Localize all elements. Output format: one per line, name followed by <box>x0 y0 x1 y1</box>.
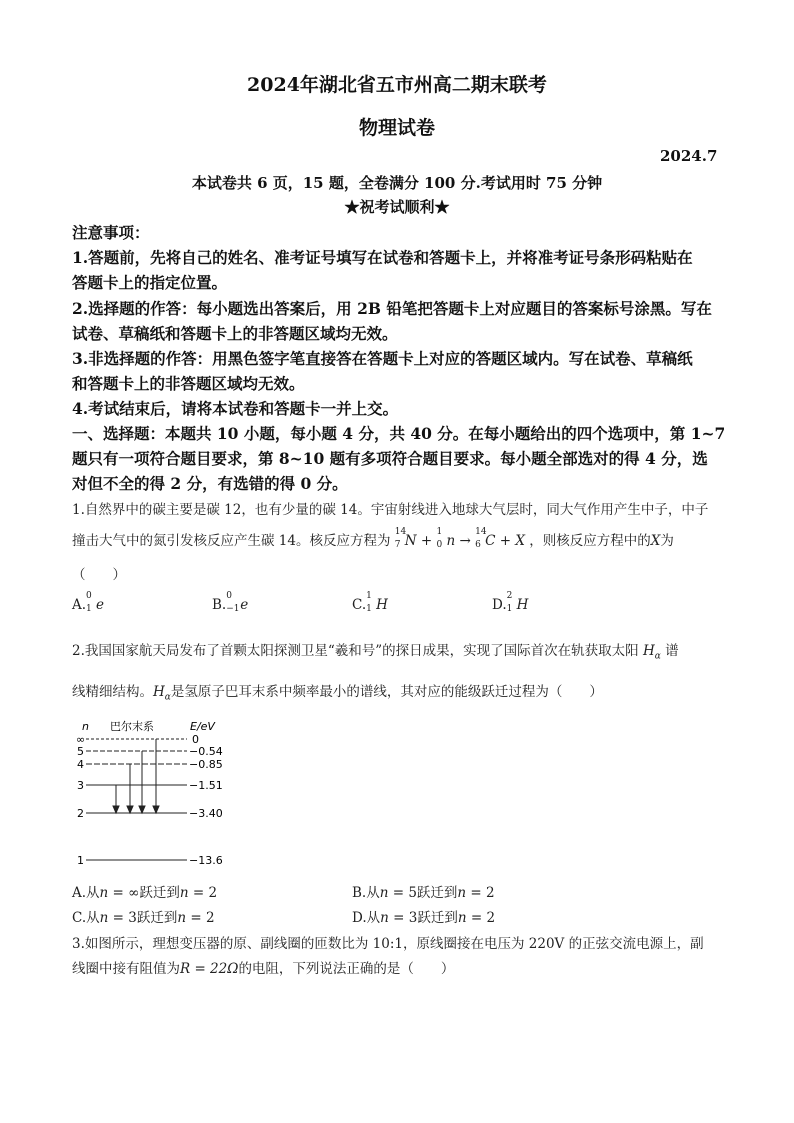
q1-text: 1.自然界中的碳主要是碳 12，也有少量的碳 14。宇宙射线进入地球大气层时，同大气作用产生中子，中子 <box>72 502 709 518</box>
notes-heading: 注意事项： <box>72 223 150 242</box>
q2-text-suffix: 谱 <box>665 643 679 659</box>
q1-equation: 14 7 N + 1 0 n → 14 6 C + X <box>394 527 525 550</box>
q2-text-suffix2: 是氢原子巴耳末系中频率最小的谱线，其对应的能级跃迁过程为（ ） <box>170 684 603 700</box>
arrowhead <box>113 806 119 813</box>
arrowhead <box>139 806 145 813</box>
level-n-label: ∞ <box>76 733 86 746</box>
level-e-label: −13.6 <box>189 854 223 867</box>
q2-option-b[interactable]: B.从n = 5跃迁到n = 2 <box>352 885 495 901</box>
arrowhead <box>127 806 133 813</box>
level-n-label: 2 <box>77 807 84 820</box>
h-alpha: $H_\alpha$ <box>153 684 171 703</box>
q3-text: 3.如图所示，理想变压器的原、副线圈的匝数比为 10:1，原线圈接在电压为 220V 的正弦交流电源上，副 <box>72 936 704 952</box>
level-e-label: −0.85 <box>189 758 223 771</box>
level-n-label: 1 <box>77 854 84 867</box>
q2-text-line1 <box>72 639 679 662</box>
energy-level-diagram <box>72 712 242 872</box>
notes-line: 3.非选择题的作答：用黑色签字笔直接答在答题卡上对应的答题区域内。写在试卷、草稿纸 <box>72 349 693 368</box>
level-e-label: −1.51 <box>189 779 223 792</box>
level-e-label: −3.40 <box>189 807 223 820</box>
q1-answer-blank: （ ） <box>72 567 126 583</box>
q1-text-suffix: ，则核反应方程中的 <box>529 533 651 549</box>
notes-line: 4.考试结束后，请将本试卷和答题卡一并上交。 <box>72 399 399 418</box>
q2-option-c[interactable]: C.从n = 3跃迁到n = 2 <box>72 910 215 926</box>
notes-line: 2.选择题的作答：每小题选出答案后，用 2B 铅笔把答题卡上对应题目的答案标号涂黑。写在 <box>72 299 712 318</box>
level-e-label: −0.54 <box>189 745 223 758</box>
q2-option-d[interactable]: D.从n = 3跃迁到n = 2 <box>352 910 496 926</box>
h-alpha: $H_\alpha$ <box>642 643 661 662</box>
q2-text-line2 <box>72 680 603 703</box>
q1-option-a[interactable]: A. 0 1 e <box>72 591 105 614</box>
option-label: D. <box>492 597 507 613</box>
notes-line: 和答题卡上的非答题区域均无效。 <box>72 374 305 393</box>
q1-text-end: 为 <box>660 533 674 549</box>
exam-title: 2024年湖北省五市州高二期末联考 <box>247 74 547 96</box>
q3-text-suffix: 的电阻，下列说法正确的是（ ） <box>238 961 455 977</box>
option-label: B. <box>212 597 227 613</box>
q2-text-prefix2: 线精细结构。 <box>72 684 153 700</box>
series-label: 巴尔末系 <box>110 720 154 733</box>
exam-wish: ★祝考试顺利★ <box>344 198 450 216</box>
notes-line: 1.答题前，先将自己的姓名、准考证号填写在试卷和答题卡上，并将准考证号条形码粘贴在 <box>72 248 693 267</box>
n-axis-label: n <box>82 720 89 733</box>
level-n-label: 3 <box>77 779 84 792</box>
q1-text-line2 <box>72 529 674 549</box>
q2-text-prefix: 2.我国国家航天局发布了首颗太阳探测卫星“羲和号”的探日成果，实现了国际首次在轨获取太阳 <box>72 643 639 659</box>
q1-text-prefix: 撞击大气中的氮引发核反应产生碳 14。核反应方程为 <box>72 533 391 549</box>
section-instructions: 题只有一项符合题目要求，第 8~10 题有多项符合题目要求。每小题全部选对的得 4 分，选 <box>72 449 708 468</box>
arrowhead <box>153 806 159 813</box>
level-n-label: 4 <box>77 758 84 771</box>
option-label: A. <box>72 597 87 613</box>
q3-resistance: R = 22Ω <box>180 961 239 977</box>
exam-date: 2024.7 <box>660 147 718 165</box>
q1-option-d[interactable]: D. 2 1 H <box>492 591 529 614</box>
q1-option-b[interactable]: B. 0 −1 e <box>212 591 249 614</box>
q1-option-c[interactable]: C. 1 1 H <box>352 591 388 614</box>
exam-subtitle: 物理试卷 <box>358 117 435 139</box>
q3-text-prefix: 线圈中接有阻值为 <box>72 961 180 977</box>
level-e-label: 0 <box>192 733 199 746</box>
notes-line: 试卷、草稿纸和答题卡上的非答题区域均无效。 <box>72 324 398 343</box>
energy-axis-label: E/eV <box>190 720 215 733</box>
section-instructions: 对但不全的得 2 分，有选错的得 0 分。 <box>72 474 348 493</box>
section-instructions: 一、选择题：本题共 10 小题，每小题 4 分，共 40 分。在每小题给出的四个选项中，第 1~7 <box>72 424 726 443</box>
level-n-label: 5 <box>77 745 84 758</box>
q1-var-x: X <box>650 533 661 549</box>
exam-info: 本试卷共 6 页，15 题，全卷满分 100 分.考试用时 75 分钟 <box>191 174 603 192</box>
q3-text-line2 <box>72 957 454 977</box>
q2-option-a[interactable]: A.从n = ∞跃迁到n = 2 <box>72 885 218 901</box>
notes-line: 答题卡上的指定位置。 <box>72 273 228 292</box>
option-label: C. <box>352 597 367 613</box>
